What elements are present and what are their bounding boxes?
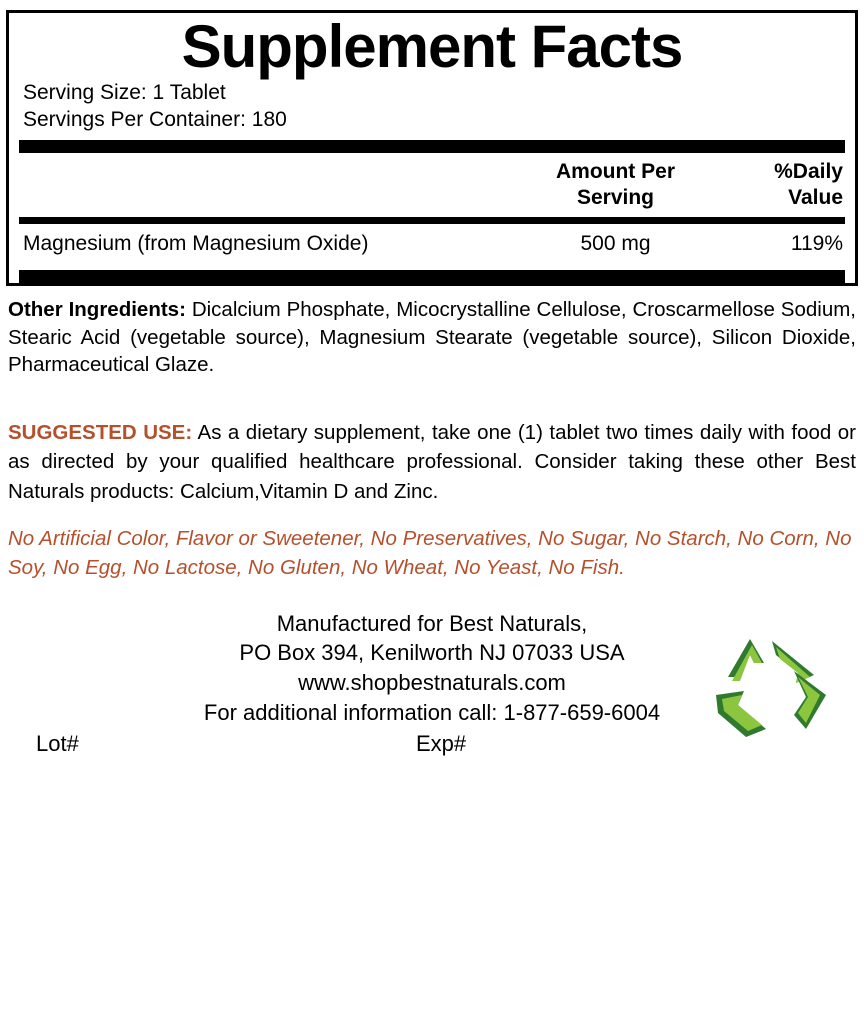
manufactured-for: Manufactured for Best Naturals,	[276, 610, 588, 636]
servings-per-container: Servings Per Container: 180	[23, 107, 287, 131]
recycle-icon	[710, 633, 830, 743]
rule-thick-top	[19, 140, 845, 153]
company-website: www.shopbestnaturals.com	[298, 669, 566, 695]
other-ingredients-heading: Other Ingredients:	[8, 298, 186, 322]
amount-header-line1: Amount Per	[555, 159, 675, 183]
company-address: PO Box 394, Kenilworth NJ 07033 USA	[239, 640, 625, 666]
nutrient-name: Magnesium (from Magnesium Oxide)	[23, 232, 369, 256]
panel-title: Supplement Facts	[181, 13, 683, 80]
daily-header-line2: Value	[788, 186, 843, 209]
suggested-use-heading: SUGGESTED USE:	[8, 421, 193, 444]
table-row	[19, 224, 845, 264]
column-headers	[19, 153, 845, 218]
other-ingredients-text: Dicalcium Phosphate, Micocrystalline Cellulose, Croscarmellose Sodium, Stearic Acid (vegetable source), Magnesium Stearate (vegetable source), Silicon Dioxide, Pharmaceutical Glaze.	[8, 298, 856, 376]
daily-header-line1: %Daily	[774, 159, 843, 183]
contact-phone: For additional information call: 1-877-659-6004	[203, 699, 661, 725]
rule-thick-bottom	[19, 270, 845, 283]
footer	[4, 609, 860, 759]
daily-value-header	[723, 159, 843, 212]
suggested-use	[8, 418, 856, 506]
suggested-use-text: As a dietary supplement, take one (1) tablet two times daily with food or as directed by your qualified healthcare professional. Consider taking these other Best Naturals products: Calcium,Vitamin D and Zinc.	[8, 421, 856, 503]
amount-per-serving-header	[508, 159, 723, 212]
supplement-facts-panel	[6, 10, 858, 286]
other-ingredients	[8, 296, 856, 378]
serving-size: Serving Size: 1 Tablet	[23, 81, 226, 104]
rule-under-headers	[19, 217, 845, 224]
amount-header-line2: Serving	[576, 186, 655, 209]
lot-label: Lot#	[36, 731, 79, 757]
free-from-claims: No Artificial Color, Flavor or Sweetener, No Preservatives, No Sugar, No Starch, No Corn, No Soy, No Egg, No Lactose, No Gluten, No Wheat, No Yeast, No Fish.	[8, 526, 852, 580]
nutrient-amount: 500 mg	[580, 232, 651, 256]
exp-label: Exp#	[416, 731, 467, 757]
nutrient-daily-value: 119%	[790, 232, 843, 256]
